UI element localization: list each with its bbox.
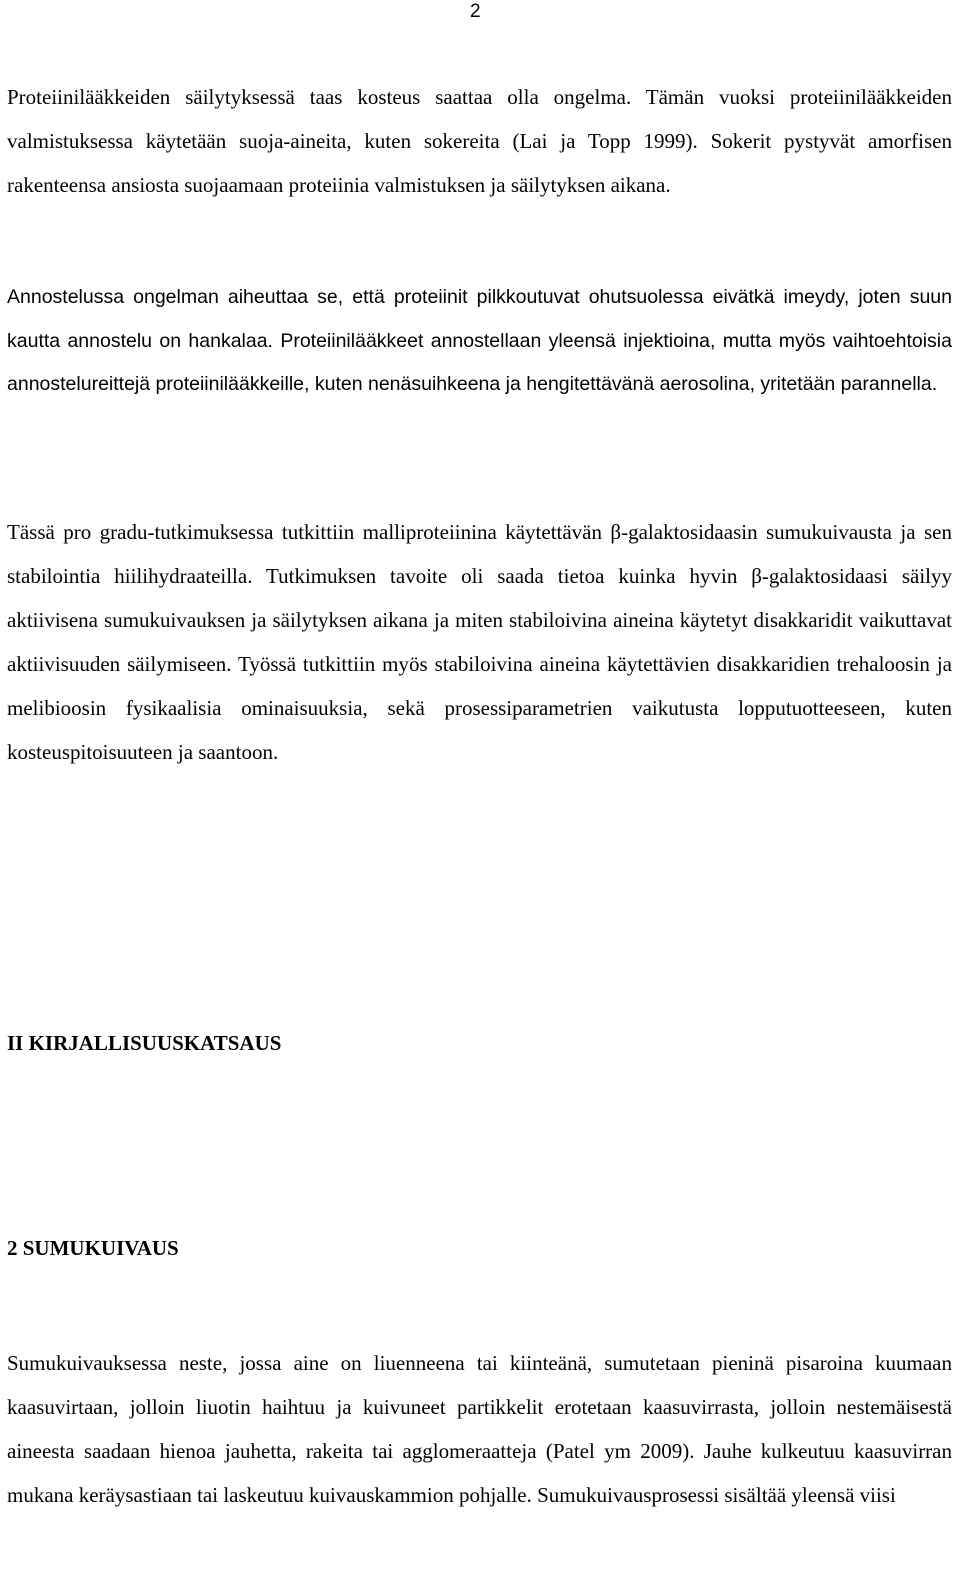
paragraph-administration: Annostelussa ongelman aiheuttaa se, että proteiinit pilkkoutuvat ohutsuolessa eivätkä imeydy, joten suun kautta annostelu on hankalaa. Proteiinilääkkeet annostellaan yleensä injektioina, mutta myös vaihtoehtoisia annostelureittejä proteiinilääkkeille, kuten nenäsuihkeena ja hengitettävänä aerosolina, yritetään parannella. [7, 286, 952, 395]
paragraph-thesis-aim: Tässä pro gradu-tutkimuksessa tutkittiin malliproteiinina käytettävän β-galaktosidaasin sumukuivausta ja sen stabilointia hiilihydraateilla. Tutkimuksen tavoite oli saada tietoa kuinka hyvin β-galaktosidaasi säilyy aktiivisena sumukuivauksen ja säilytyksen aikana ja miten stabiloivina aineina käytetyt disakkaridit vaikuttavat aktiivisuuden säilymiseen. Työssä tutkittiin myös stabiloivina aineina käytettävien disakkaridien trehaloosin ja melibioosin fysikaalisia ominaisuuksia, sekä prosessiparametrien vaikutusta lopputuotteeseen, kuten kosteuspitoisuuteen ja saantoon. [7, 520, 952, 764]
paragraph-moisture-problem: Proteiinilääkkeiden säilytyksessä taas kosteus saattaa olla ongelma. Tämän vuoksi proteiinilääkkeiden valmistuksessa käytetään suoja-aineita, kuten sokereita (Lai ja Topp 1999). Sokerit pystyvät amorfisen rakenteensa ansiosta suojaamaan proteiinia valmistuksen ja säilytyksen aikana. [7, 85, 952, 197]
page-number: 2 [470, 1, 481, 22]
section-heading-literature-review: II KIRJALLISUUSKATSAUS [7, 1031, 282, 1055]
section-heading-spray-drying: 2 SUMUKUIVAUS [7, 1236, 179, 1260]
paragraph-spray-drying-intro: Sumukuivauksessa neste, jossa aine on liuenneena tai kiinteänä, sumutetaan pieninä pisaroina kuumaan kaasuvirtaan, jolloin liuotin haihtuu ja kuivuneet partikkelit erotetaan kaasuvirrasta, jolloin nestemäisestä aineesta saadaan hienoa jauhetta, rakeita tai agglomeraatteja (Patel ym 2009). Jauhe kulkeutuu kaasuvirran mukana keräysastiaan tai laskeutuu kuivauskammion pohjalle. Sumukuivausprosessi sisältää yleensä viisi [7, 1351, 952, 1507]
